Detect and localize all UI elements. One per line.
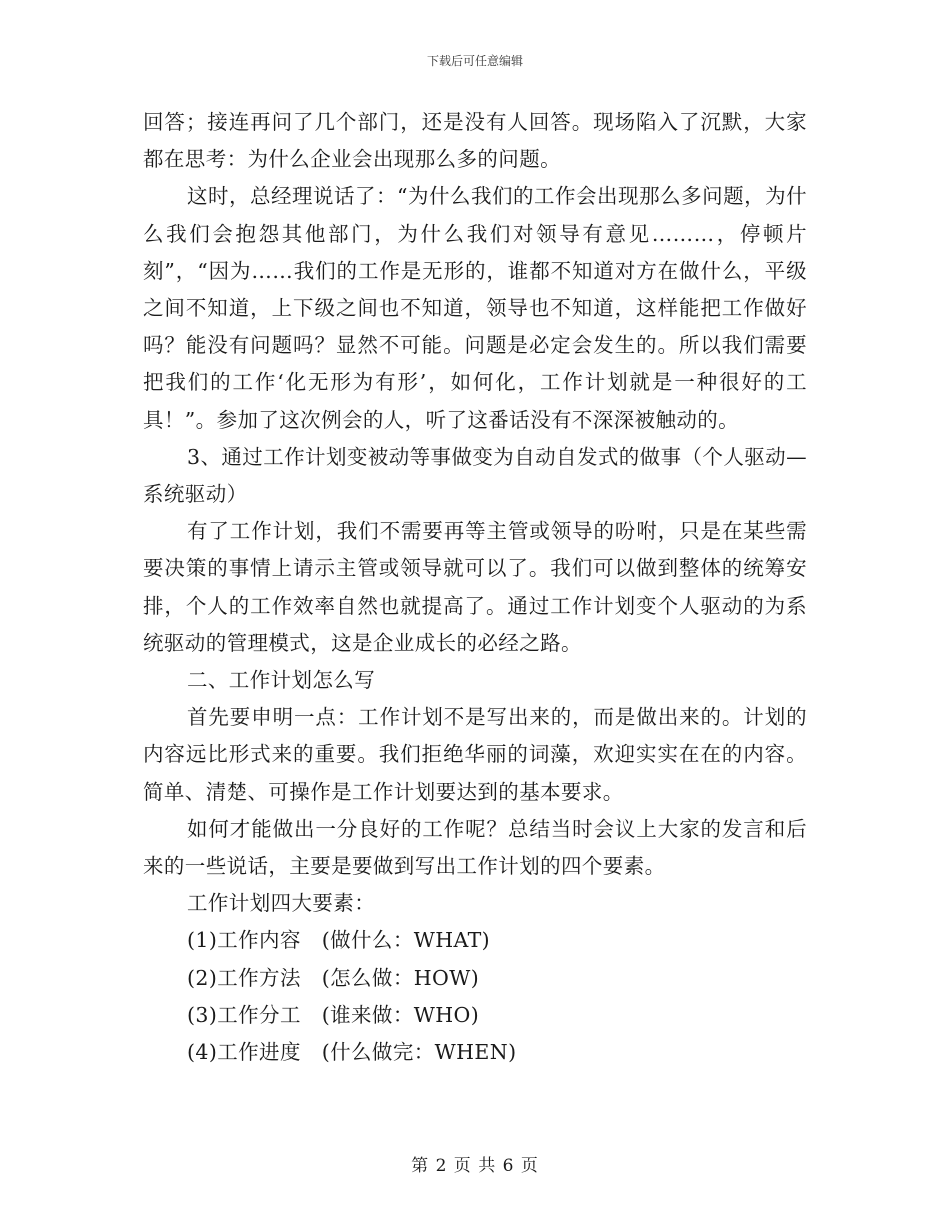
list-item-when: (4)工作进度 (什么做完：WHEN) [187, 1040, 517, 1065]
paragraph-manager-speech: 这时，总经理说话了：“为什么我们的工作会出现那么多问题，为什么我们会抱怨其他部门，为什么我们对领导有意见………，停顿片刻”，“因为……我们的工作是无形的，谁都不知道对方在做什么，平级之间不知道，上下级之间也不知道，领导也不知道，这样能把工作做好吗？能没有问题吗？显然不可能。问题是必定会发生的。所以我们需要把我们的工作‘化无形为有形’，如何化，工作计划就是一种很好的工具！”。参加了这次例会的人，听了这番话没有不深深被触动的。 [143, 184, 807, 432]
list-item-what: (1)工作内容 (做什么：WHAT) [187, 928, 491, 953]
paragraph-plan-benefit: 有了工作计划，我们不需要再等主管或领导的吩咐，只是在某些需要决策的事情上请示主管或领导就可以了。我们可以做到整体的统筹安排，个人的工作效率自然也就提高了。通过工作计划变个人驱动的为系统驱动的管理模式，这是企业成长的必经之路。 [143, 519, 807, 655]
paragraph-continuation: 回答；接连再问了几个部门，还是没有人回答。现场陷入了沉默，大家都在思考：为什么企业会出现那么多的问题。 [143, 110, 807, 172]
list-item-how: (2)工作方法 (怎么做：HOW) [187, 965, 480, 990]
paragraph-statement: 首先要申明一点：工作计划不是写出来的，而是做出来的。计划的内容远比形式来的重要。我们拒绝华丽的词藻，欢迎实实在在的内容。简单、清楚、可操作是工作计划要达到的基本要求。 [143, 705, 807, 804]
section-heading-how-to-write: 二、工作计划怎么写 [187, 668, 376, 693]
page-number-footer: 第 2 页 共 6 页 [411, 1156, 539, 1176]
paragraph-point-3: 3、通过工作计划变被动等事做变为自动自发式的做事（个人驱动—系统驱动） [143, 444, 807, 507]
list-item-who: (3)工作分工 (谁来做：WHO) [187, 1002, 480, 1027]
paragraph-how-to-plan: 如何才能做出一分良好的工作呢？总结当时会议上大家的发言和后来的一些说话，主要是要做到写出工作计划的四个要素。 [143, 816, 807, 879]
page-header: 下载后可任意编辑 [426, 54, 523, 68]
document-body [143, 104, 807, 1071]
list-heading-four-elements: 工作计划四大要素： [187, 891, 376, 916]
